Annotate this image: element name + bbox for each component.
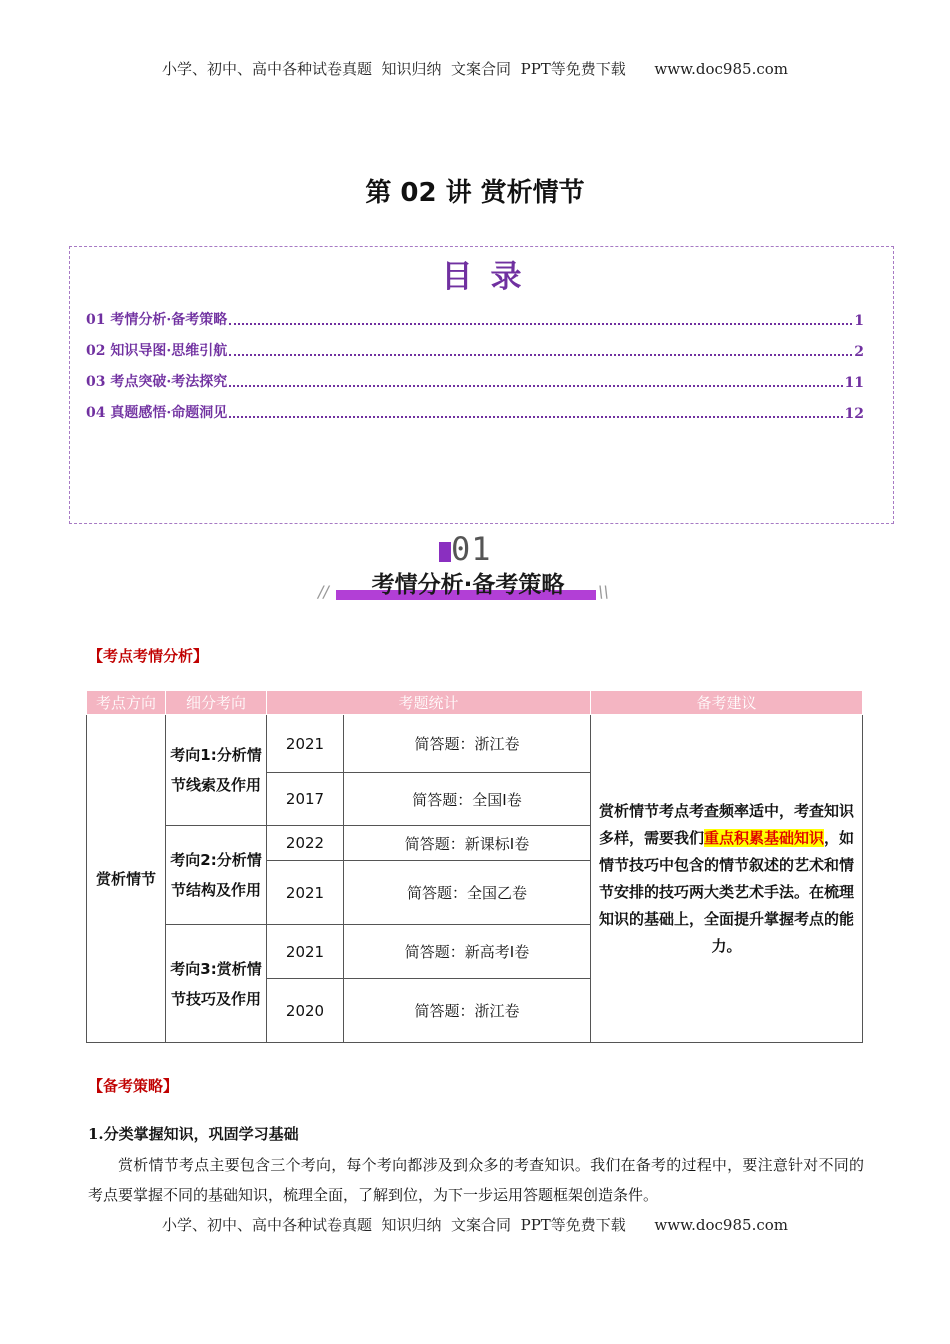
direction-cell: 赏析情节 bbox=[87, 715, 166, 1043]
header-direction: 考点方向 bbox=[87, 691, 166, 715]
exam-cell: 简答题：新课标Ⅰ卷 bbox=[344, 826, 591, 861]
year-cell: 2022 bbox=[267, 826, 344, 861]
page-footer: 小学、初中、高中各种试卷真题 知识归纳 文案合同 PPT等免费下载 www.doc985.com bbox=[161, 1216, 788, 1234]
section-title: 考情分析·备考策略 bbox=[371, 572, 565, 598]
section-number-accent bbox=[439, 542, 451, 562]
toc-leader-dots bbox=[229, 354, 852, 356]
toc-leader-dots bbox=[229, 323, 852, 325]
toc-leader-dots bbox=[229, 385, 842, 387]
toc-leader-dots bbox=[229, 416, 842, 418]
page-title: 第 02 讲 赏析情节 bbox=[365, 178, 585, 208]
sub-direction-cell: 考向1:分析情节线索及作用 bbox=[166, 715, 267, 826]
year-cell: 2021 bbox=[267, 715, 344, 773]
toc-item[interactable] bbox=[86, 340, 864, 360]
year-cell: 2017 bbox=[267, 773, 344, 826]
sub-direction-cell: 考向3:赏析情节技巧及作用 bbox=[166, 925, 267, 1043]
section-number: 01 bbox=[451, 530, 492, 568]
toc-item-label: 02 知识导图·思维引航 bbox=[86, 343, 228, 359]
toc-item-label: 01 考情分析·备考策略 bbox=[86, 312, 228, 328]
suggestion-highlight: 重点积累基础知识 bbox=[703, 828, 824, 847]
exam-analysis-table bbox=[86, 690, 863, 1043]
header-sub-direction: 细分考向 bbox=[166, 691, 267, 715]
toc-heading: 目录 bbox=[441, 259, 540, 295]
slash-decoration-left: // bbox=[318, 582, 329, 601]
toc-item[interactable] bbox=[86, 402, 864, 422]
toc-item-page: 2 bbox=[854, 344, 864, 360]
exam-cell: 简答题：新高考Ⅰ卷 bbox=[344, 925, 591, 979]
toc-item-label: 03 考点突破·考法探究 bbox=[86, 374, 228, 390]
toc-item-page: 1 bbox=[854, 313, 864, 329]
slash-decoration-right: \\ bbox=[598, 582, 609, 601]
header-statistics: 考题统计 bbox=[267, 691, 591, 715]
table-of-contents bbox=[69, 246, 894, 524]
analysis-heading: 【考点考情分析】 bbox=[88, 647, 209, 665]
suggestion-cell bbox=[591, 715, 863, 1043]
strategy-point-title: 1.分类掌握知识，巩固学习基础 bbox=[88, 1125, 299, 1143]
year-cell: 2021 bbox=[267, 925, 344, 979]
suggestion-text: 赏析情节考点考查频率适中，考查知识多样，需要我们 bbox=[598, 801, 854, 847]
suggestion-text: ，如情节技巧中包含的情节叙述的艺术和情节安排的技巧两大类艺术手法。在梳理知识的基础上，全面提升掌握考点的能力。 bbox=[598, 828, 855, 955]
toc-item[interactable] bbox=[86, 309, 864, 329]
header-suggestion: 备考建议 bbox=[591, 691, 863, 715]
toc-item-page: 11 bbox=[844, 375, 864, 391]
year-cell: 2021 bbox=[267, 861, 344, 925]
page-header: 小学、初中、高中各种试卷真题 知识归纳 文案合同 PPT等免费下载 www.doc985.com bbox=[161, 60, 788, 78]
strategy-heading: 【备考策略】 bbox=[88, 1077, 179, 1095]
toc-item[interactable] bbox=[86, 371, 864, 391]
exam-cell: 简答题：全国乙卷 bbox=[344, 861, 591, 925]
toc-item-page: 12 bbox=[844, 406, 864, 422]
exam-cell: 简答题：浙江卷 bbox=[344, 979, 591, 1043]
toc-item-label: 04 真题感悟·命题洞见 bbox=[86, 405, 228, 421]
section-banner bbox=[318, 532, 618, 608]
strategy-paragraph: 赏析情节考点主要包含三个考向，每个考向都涉及到众多的考查知识。我们在备考的过程中，要注意针对不同的考点要掌握不同的基础知识，梳理全面，了解到位，为下一步运用答题框架创造条件。 bbox=[88, 1156, 864, 1204]
exam-cell: 简答题：浙江卷 bbox=[344, 715, 591, 773]
year-cell: 2020 bbox=[267, 979, 344, 1043]
exam-cell: 简答题：全国Ⅰ卷 bbox=[344, 773, 591, 826]
sub-direction-cell: 考向2:分析情节结构及作用 bbox=[166, 826, 267, 925]
